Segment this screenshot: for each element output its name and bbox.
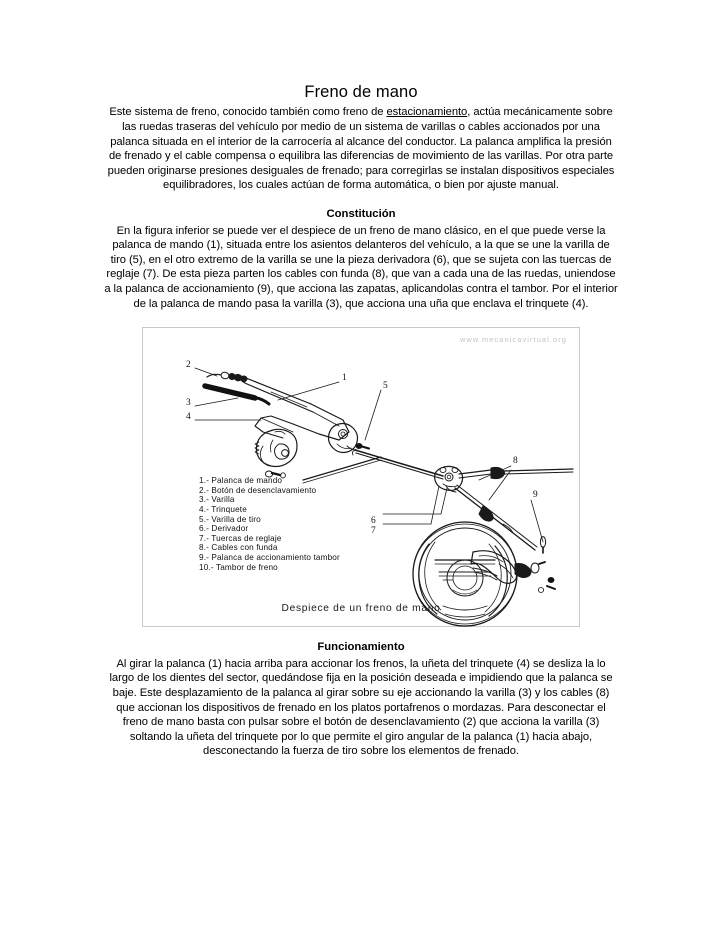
callout-5: 5 [383, 381, 388, 392]
spacer [104, 627, 618, 640]
legend-item-3: 3.- Varilla [199, 495, 235, 505]
callout-3: 3 [186, 398, 191, 409]
callout-8: 8 [513, 456, 518, 467]
legend-item-10: 10.- Tambor de freno [199, 562, 278, 572]
legend-item-4: 4.- Trinquete [199, 504, 247, 514]
legend-item-9: 9.- Palanca de accionamiento tambor [199, 552, 340, 562]
legend-item-5: 5.- Varilla de tiro [199, 514, 261, 524]
legend-item-6: 6.- Derivador [199, 524, 249, 534]
intro-underlined-term: estacionamiento [386, 106, 468, 119]
intro-text-after: , actúa mecánicamente sobre las ruedas traseras del vehículo por medio de un sistema de varillas o cables accionados por una palanca situada en el interior de la carrocería al alcance del conductor. La palanca amplifica la presión de frenado y el cable compensa o equilibra las diferencias de movimiento de las varillas. Por otra parte pueden originarse presiones desiguales de frenado; para corregirlas se instalan dispositivos especiales equilibradores, los cuales actúan de forma automática, o bien por ajuste manual. [107, 106, 615, 192]
intro-paragraph [104, 105, 618, 193]
callout-7: 7 [371, 526, 376, 537]
callout-2: 2 [186, 360, 191, 371]
legend-item-2: 2.- Botón de desenclavamiento [199, 485, 317, 495]
document-content [104, 0, 618, 759]
callout-1: 1 [342, 373, 347, 384]
callout-9: 9 [533, 490, 538, 501]
legend-item-8: 8.- Cables con funda [199, 543, 278, 553]
watermark-text: www.mecanicavirtual.org [459, 335, 567, 345]
figure-legend [199, 476, 340, 572]
section-body-funcionamiento: Al girar la palanca (1) hacia arriba para accionar los frenos, la uñeta del trinquete (4) se desliza la lo largo de los dientes del sector, quedándose fija en la posición deseada e impidiendo que la palanca se baje. Este desplazamiento de la palanca al girar sobre su eje accionando la varilla (3) y los cables (8) que accionan los dispositivos de frenado en los platos portafrenos o mordazas. Para desconectar el freno de mano basta con pulsar sobre el botón de desenclavamiento (2) que acciona la varilla (3) soltando la uñeta del trinquete por lo que permite el giro angular de la palanca (1) hacia abajo, desconectando la fuerza de tiro sobre los elementos de frenado. [109, 657, 613, 758]
callout-6: 6 [371, 516, 376, 527]
section-body-constitucion: En la figura inferior se puede ver el despiece de un freno de mano clásico, en el que puede verse la palanca de mando (1), situada entre los asientos delanteros del vehículo, a la que se une la varilla de tiro (5), en el otro extremo de la varilla se une la pieza derivadora (6), que se sujeta con las tuercas de reglaje (7). De esta pieza parten los cables con funda (8), que van a cada una de las ruedas, uniendose a la palanca de accionamiento (9), que acciona las zapatas, aplicandolas contra el tambor. Por el interior de la palanca de mando pasa la varilla (3), que acciona una uña que enclava el trinquete (4). [104, 224, 618, 310]
figure-container [104, 327, 618, 627]
legend-item-7: 7.- Tuercas de reglaje [199, 533, 282, 543]
callout-4: 4 [186, 412, 191, 423]
page-title: Freno de mano [304, 83, 418, 101]
section-heading-constitucion: Constitución [326, 208, 396, 220]
figure-caption: Despiece de un freno de mano [281, 603, 441, 615]
intro-text-before: Este sistema de freno, conocido también como freno de [109, 106, 387, 119]
legend-item-1: 1.- Palanca de mando [199, 476, 283, 486]
spacer [104, 193, 618, 207]
section-heading-funcionamiento: Funcionamiento [317, 641, 405, 654]
figure-despiece-freno-de-mano [142, 327, 580, 627]
